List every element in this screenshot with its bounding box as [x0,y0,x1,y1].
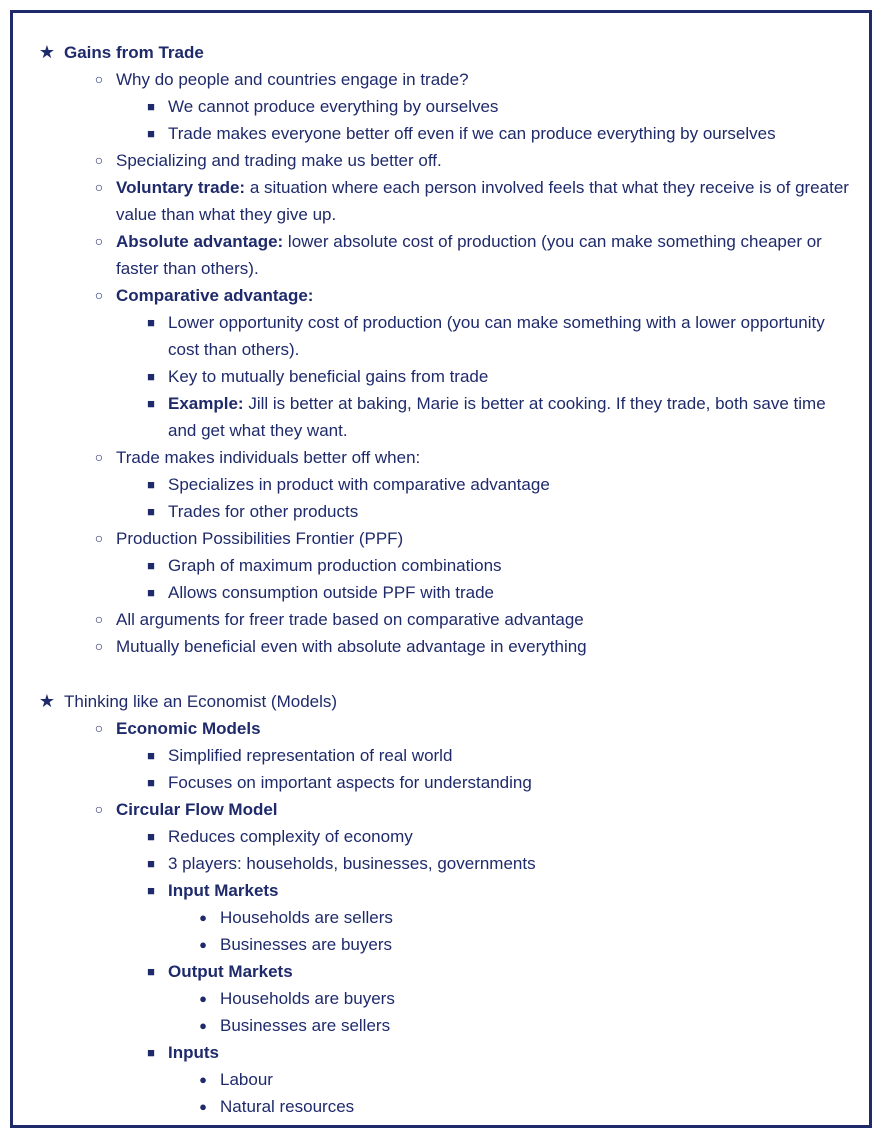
circle-bullet-icon: ○ [94,530,104,546]
term-label: Input Markets [168,881,279,900]
circle-bullet-icon: ○ [94,152,104,168]
item-text: Labour [220,1070,273,1089]
item-text: Businesses are sellers [220,1016,391,1035]
term-label: Economic Models [116,719,261,738]
item-text [116,174,849,201]
item-text: 3 players: households, businesses, governments [168,854,536,873]
term-label: Comparative advantage: [116,286,314,305]
square-bullet-icon: ■ [147,585,155,600]
dot-bullet-icon: ● [199,937,207,952]
term-label: Example: [168,394,244,413]
circle-bullet-icon: ○ [94,71,104,87]
square-bullet-icon: ■ [147,504,155,519]
dot-bullet-icon: ● [199,1072,207,1087]
definition-text: Jill is better at baking, Marie is better at cooking. If they trade, both save time [243,394,826,413]
term-label: Voluntary trade: [116,178,246,197]
dot-bullet-icon: ● [199,991,207,1006]
item-text: Production Possibilities Frontier (PPF) [116,529,404,548]
square-bullet-icon: ■ [147,315,155,330]
square-bullet-icon: ■ [147,748,155,763]
item-text: value than what they give up. [116,205,337,224]
item-text [116,228,822,255]
item-text: Trade makes individuals better off when: [116,448,421,467]
circle-bullet-icon: ○ [94,287,104,303]
dot-bullet-icon: ● [199,1018,207,1033]
square-bullet-icon: ■ [147,477,155,492]
item-text: Specializing and trading make us better off. [116,151,442,170]
star-bullet-icon: ★ [38,42,56,62]
item-text: Households are buyers [220,989,395,1008]
dot-bullet-icon: ● [199,910,207,925]
square-bullet-icon: ■ [147,856,155,871]
definition-text: lower absolute cost of production (you can make something cheaper or [283,232,822,251]
item-text: Households are sellers [220,908,393,927]
item-text: We cannot produce everything by ourselves [168,97,499,116]
item-text: Allows consumption outside PPF with trade [168,583,494,602]
item-text: Simplified representation of real world [168,746,453,765]
item-text: Graph of maximum production combinations [168,556,502,575]
square-bullet-icon: ■ [147,964,155,979]
square-bullet-icon: ■ [147,369,155,384]
item-text: Why do people and countries engage in trade? [116,70,469,89]
star-bullet-icon: ★ [38,691,56,711]
square-bullet-icon: ■ [147,126,155,141]
square-bullet-icon: ■ [147,829,155,844]
square-bullet-icon: ■ [147,396,155,411]
heading-text: Gains from Trade [64,43,204,62]
definition-text: a situation where each person involved feels that what they receive is of greater [245,178,849,197]
circle-bullet-icon: ○ [94,233,104,249]
item-text: Lower opportunity cost of production (you can make something with a lower opportunity [168,313,825,332]
square-bullet-icon: ■ [147,883,155,898]
square-bullet-icon: ■ [147,775,155,790]
item-text: Specializes in product with comparative advantage [168,475,550,494]
item-text: Key to mutually beneficial gains from trade [168,367,489,386]
term-label: Circular Flow Model [116,800,278,819]
notes-page [10,10,872,1128]
item-text: and get what they want. [168,421,348,440]
circle-bullet-icon: ○ [94,611,104,627]
item-text [168,390,826,417]
item-text: Focuses on important aspects for understanding [168,773,532,792]
item-text: Trades for other products [168,502,359,521]
item-text: Reduces complexity of economy [168,827,413,846]
item-text: Businesses are buyers [220,935,392,954]
circle-bullet-icon: ○ [94,638,104,654]
square-bullet-icon: ■ [147,558,155,573]
item-text: All arguments for freer trade based on comparative advantage [116,610,584,629]
dot-bullet-icon: ● [199,1099,207,1114]
term-label: Absolute advantage: [116,232,284,251]
circle-bullet-icon: ○ [94,801,104,817]
item-text: Natural resources [220,1097,355,1116]
circle-bullet-icon: ○ [94,449,104,465]
square-bullet-icon: ■ [147,1045,155,1060]
term-label: Inputs [168,1043,219,1062]
item-text: Mutually beneficial even with absolute advantage in everything [116,637,587,656]
circle-bullet-icon: ○ [94,720,104,736]
heading-text: Thinking like an Economist (Models) [64,692,338,711]
circle-bullet-icon: ○ [94,179,104,195]
item-text: faster than others). [116,259,259,278]
item-text: Trade makes everyone better off even if we can produce everything by ourselves [168,124,776,143]
square-bullet-icon: ■ [147,99,155,114]
item-text: cost than others). [168,340,300,359]
term-label: Output Markets [168,962,293,981]
